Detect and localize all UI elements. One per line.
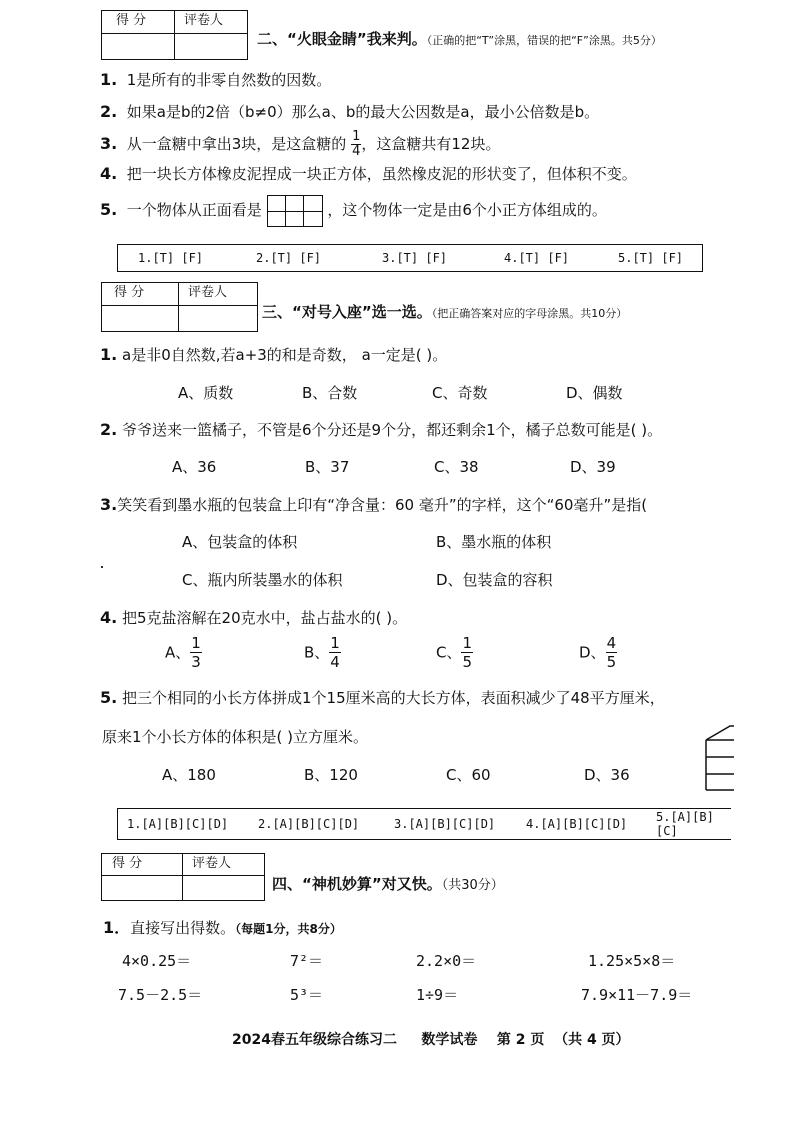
- calc-r1-c3: 2.2×0＝: [416, 952, 477, 970]
- q3-option-b: B、墨水瓶的体积: [436, 533, 552, 551]
- section3-note: （把正确答案对应的字母涂黑。共10分）: [431, 307, 628, 320]
- grader-label: 评卷人: [192, 856, 232, 871]
- q4-option-d: D、 $\frac{4}{5}$: [579, 634, 617, 671]
- q5-option-b: B、120: [304, 766, 358, 784]
- stacked-cuboid-figure: [704, 720, 734, 792]
- answer-bubble-4[interactable]: 4.[A][B][C][D]: [526, 817, 628, 831]
- section2-answer-bar: [117, 244, 703, 272]
- q3-option-c: C、瓶内所装墨水的体积: [182, 571, 343, 589]
- q3-option-d: D、包装盒的容积: [436, 571, 553, 589]
- answer-bubble-4[interactable]: 4.[T] [F]: [504, 251, 570, 265]
- q4-option-a: A、 $\frac{1}{3}$: [165, 634, 201, 671]
- section3-q5: 5. 把三个相同的小长方体拼成1个15厘米高的大长方体，表面积减少了48平方厘米，: [100, 688, 665, 707]
- q5-option-a: A、180: [162, 766, 216, 784]
- calc-r1-c1: 4×0.25＝: [122, 952, 192, 970]
- q2-option-b: B、37: [305, 458, 350, 476]
- q5-option-c: C、60: [446, 766, 491, 784]
- section4-note: （共30分）: [441, 878, 504, 893]
- q1-option-b: B、合数: [302, 384, 358, 402]
- calc-r2-c2: 5³＝: [290, 986, 324, 1004]
- fraction-one-quarter: $\frac{1}{4}$: [352, 129, 361, 159]
- q3-option-a: A、包装盒的体积: [182, 533, 298, 551]
- section2-item-4: 4. 把一块长方体橡皮泥捏成一块正方体，虽然橡皮泥的形状变了，但体积不变。: [100, 164, 637, 183]
- section2-item-5: 5. 一个物体从正面看是 ，这个物体一定是由6个小正方体组成的。: [100, 192, 607, 228]
- score-label: 得 分: [112, 856, 143, 871]
- answer-bubble-3[interactable]: 3.[A][B][C][D]: [394, 817, 496, 831]
- q1-option-c: C、奇数: [432, 384, 488, 402]
- section3-title: 三、“对号入座”选一选。（把正确答案对应的字母涂黑。共10分）: [262, 303, 628, 321]
- section2-item-3: 3. 从一盒糖中拿出3块，是这盒糖的 $\frac{1}{4}$ ，这盒糖共有12块。: [100, 129, 501, 159]
- q4-option-c: C、 $\frac{1}{5}$: [436, 634, 473, 671]
- calc-r2-c4: 7.9×11－7.9＝: [581, 986, 693, 1004]
- answer-bubble-1[interactable]: 1.[A][B][C][D]: [127, 817, 229, 831]
- q5-option-d: D、36: [584, 766, 630, 784]
- section2-item-1: 1. 1是所有的非零自然数的因数。: [100, 70, 332, 89]
- page-footer: 2024春五年级综合练习二 数学试卷 第 2 页 （共 4 页）: [232, 1032, 630, 1048]
- front-view-figure: [267, 195, 323, 227]
- q2-option-c: C、38: [434, 458, 479, 476]
- calc-r1-c2: 7²＝: [290, 952, 324, 970]
- grader-label: 评卷人: [184, 13, 224, 28]
- q1-option-d: D、偶数: [566, 384, 623, 402]
- q2-option-a: A、36: [172, 458, 217, 476]
- score-label: 得 分: [114, 285, 145, 300]
- score-label: 得 分: [116, 13, 147, 28]
- q1-option-a: A、质数: [178, 384, 234, 402]
- section3-q5-line2: 原来1个小长方体的体积是( )立方厘米。: [102, 728, 369, 746]
- q4-option-b: B、 $\frac{1}{4}$: [304, 634, 340, 671]
- answer-bubble-5[interactable]: 5.[T] [F]: [618, 251, 684, 265]
- q2-option-d: D、39: [570, 458, 616, 476]
- answer-bubble-1[interactable]: 1.[T] [F]: [138, 251, 204, 265]
- section3-q2: 2. 爷爷送来一篮橘子，不管是6个分还是9个分，都还剩余1个，橘子总数可能是( )。: [100, 420, 663, 439]
- score-box-section2: [101, 10, 248, 60]
- scan-dot: [101, 566, 103, 568]
- section3-q4: 4. 把5克盐溶解在20克水中，盐占盐水的( )。: [100, 608, 408, 627]
- grader-label: 评卷人: [188, 285, 228, 300]
- calc-r2-c1: 7.5－2.5＝: [118, 986, 203, 1004]
- section2-note: （正确的把“T”涂黑，错误的把“F”涂黑。共5分）: [426, 34, 662, 47]
- section3-q3: 3.笑笑看到墨水瓶的包装盒上印有“净含量：60 毫升”的字样，这个“60毫升”是指(: [100, 495, 648, 514]
- answer-bubble-2[interactable]: 2.[A][B][C][D]: [258, 817, 360, 831]
- section2-title: 二、“火眼金睛”我来判。（正确的把“T”涂黑，错误的把“F”涂黑。共5分）: [257, 30, 662, 48]
- answer-bubble-3[interactable]: 3.[T] [F]: [382, 251, 448, 265]
- section3-q1: 1. a是非0自然数,若a+3的和是奇数， a一定是( )。: [100, 345, 448, 364]
- section4-sub1: 1．直接写出得数。（每题1分，共8分）: [103, 918, 342, 937]
- section3-answer-bar: [117, 808, 731, 840]
- score-box-section3: [101, 282, 258, 332]
- score-box-section4: [101, 853, 265, 901]
- answer-bubble-5[interactable]: 5.[A][B][C]: [656, 810, 714, 838]
- section2-item-2: 2. 如果a是b的2倍（b≠0）那么a、b的最大公因数是a，最小公倍数是b。: [100, 102, 600, 121]
- calc-r2-c3: 1÷9＝: [416, 986, 459, 1004]
- calc-r1-c4: 1.25×5×8＝: [588, 952, 676, 970]
- section4-title: 四、“神机妙算”对又快。（共30分）: [272, 875, 504, 893]
- answer-bubble-2[interactable]: 2.[T] [F]: [256, 251, 322, 265]
